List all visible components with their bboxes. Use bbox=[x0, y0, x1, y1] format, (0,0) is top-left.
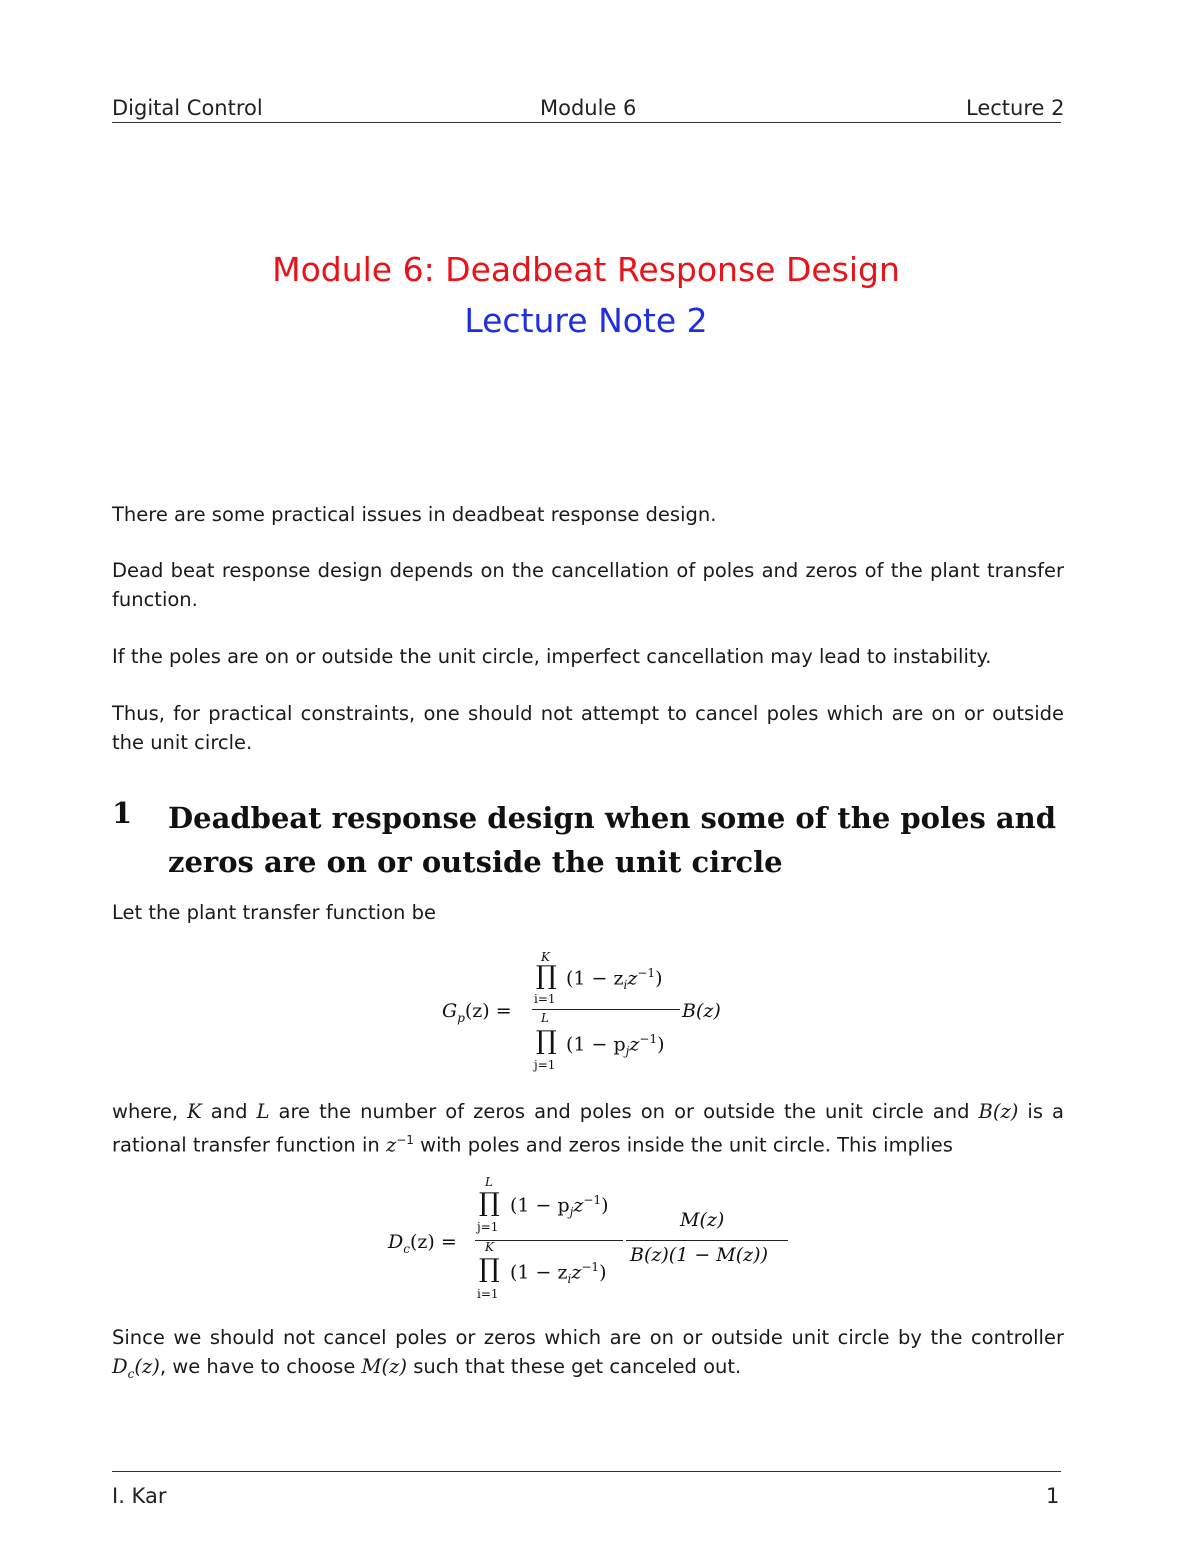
since-c: c bbox=[127, 1366, 135, 1381]
since-D: D bbox=[112, 1355, 128, 1378]
eq1-num-z: z bbox=[627, 967, 638, 990]
where-z-exp: −1 bbox=[396, 1133, 414, 1147]
eq1-num-exp: −1 bbox=[637, 966, 656, 980]
where-z: z bbox=[385, 1133, 397, 1157]
eq1-den-product: ∏ bbox=[536, 1026, 557, 1056]
eq2-fraction2-bar bbox=[626, 1240, 788, 1241]
where-text-2: and bbox=[201, 1100, 257, 1123]
eq2-num-product: ∏ bbox=[479, 1188, 500, 1218]
eq1-num-lower: i=1 bbox=[534, 992, 556, 1006]
eq1-lhs-sub: p bbox=[457, 1010, 465, 1025]
eq2-num-z: z bbox=[573, 1194, 584, 1217]
since-text-1: Since we should not cancel poles or zeros which are on or outside unit circle by the controller bbox=[112, 1326, 1064, 1349]
eq1-num-upper: K bbox=[541, 950, 550, 964]
eq2-fraction-bar bbox=[475, 1240, 623, 1241]
header-course: Digital Control bbox=[112, 96, 263, 120]
where-K: K bbox=[187, 1100, 202, 1123]
eq1-num-factor-sub: i bbox=[623, 978, 628, 993]
eq2-lhs: D bbox=[388, 1231, 404, 1253]
where-paragraph bbox=[112, 1097, 1064, 1160]
eq2-lhs-arg: (z) = bbox=[409, 1231, 457, 1253]
eq1-den-lower: j=1 bbox=[534, 1058, 556, 1072]
paragraph-4: Thus, for practical constraints, one should not attempt to cancel poles which are on or outside the unit circle. bbox=[112, 702, 1064, 754]
eq2-lhs-sub: c bbox=[403, 1241, 410, 1256]
section-title: Deadbeat response design when some of the poles and zeros are on or outside the unit circle bbox=[168, 801, 1057, 879]
where-text-1: where, bbox=[112, 1100, 188, 1123]
header-lecture: Lecture 2 bbox=[966, 96, 1065, 120]
since-M: M(z) bbox=[361, 1355, 407, 1378]
where-text-3: are the number of zeros and poles on or outside the unit circle and bbox=[269, 1100, 979, 1123]
eq1-rhs: B(z) bbox=[682, 1000, 721, 1022]
eq1-den-factor-sub: j bbox=[625, 1044, 630, 1059]
eq1-num-close: ) bbox=[655, 967, 663, 990]
since-Dz: (z) bbox=[134, 1355, 160, 1378]
where-text-4: is a rational transfer function in bbox=[112, 1100, 1064, 1157]
eq2-den-close: ) bbox=[599, 1261, 607, 1284]
paragraph-2: Dead beat response design depends on the cancellation of poles and zeros of the plant transfer function. bbox=[112, 559, 1064, 611]
header-module: Module 6 bbox=[540, 96, 637, 120]
eq2-den-z: z bbox=[571, 1261, 582, 1284]
eq1-fraction-bar bbox=[532, 1009, 680, 1010]
where-text-5: with poles and zeros inside the unit circle. This implies bbox=[413, 1133, 953, 1157]
footer-author: I. Kar bbox=[112, 1484, 167, 1508]
eq2-num-upper: L bbox=[485, 1175, 493, 1189]
eq1-num-product: ∏ bbox=[536, 961, 557, 991]
eq2-den-product: ∏ bbox=[479, 1254, 500, 1284]
where-B: B(z) bbox=[978, 1100, 1019, 1123]
footer-page-number: 1 bbox=[1046, 1484, 1060, 1508]
header-rule bbox=[112, 122, 1061, 123]
eq2-den-factor: (1 − z bbox=[510, 1261, 568, 1284]
eq2-num-lower: j=1 bbox=[477, 1220, 499, 1234]
eq1-den-close: ) bbox=[657, 1033, 665, 1056]
eq2-den-exp: −1 bbox=[581, 1260, 600, 1274]
section-number: 1 bbox=[112, 796, 133, 830]
intro-text: Let the plant transfer function be bbox=[112, 901, 436, 924]
since-paragraph bbox=[112, 1323, 1064, 1389]
eq1-den-z: z bbox=[629, 1033, 640, 1056]
eq1-num-factor: (1 − z bbox=[566, 967, 624, 990]
paragraph-1: There are some practical issues in deadbeat response design. bbox=[112, 503, 717, 526]
eq2-den-upper: K bbox=[485, 1240, 494, 1254]
page-subtitle: Lecture Note 2 bbox=[464, 301, 708, 340]
page-title: Module 6: Deadbeat Response Design bbox=[272, 250, 900, 289]
eq1-den-factor: (1 − p bbox=[566, 1033, 626, 1056]
eq2-den-lower: i=1 bbox=[477, 1287, 499, 1301]
eq2-num-exp: −1 bbox=[583, 1193, 602, 1207]
eq2-frac2-den: B(z)(1 − M(z)) bbox=[630, 1244, 769, 1266]
eq1-lhs: G bbox=[442, 1000, 458, 1022]
eq2-num-close: ) bbox=[601, 1194, 609, 1217]
eq2-num-factor: (1 − p bbox=[510, 1194, 570, 1217]
footer-rule bbox=[112, 1471, 1061, 1472]
eq2-den-factor-sub: i bbox=[567, 1272, 572, 1287]
where-L: L bbox=[256, 1100, 270, 1123]
eq2-num-factor-sub: j bbox=[569, 1205, 574, 1220]
eq1-den-upper: L bbox=[541, 1011, 549, 1025]
eq1-den-exp: −1 bbox=[639, 1032, 658, 1046]
paragraph-3: If the poles are on or outside the unit circle, imperfect cancellation may lead to instability. bbox=[112, 645, 992, 668]
since-text-3: such that these get canceled out. bbox=[407, 1355, 742, 1378]
since-text-2: , we have to choose bbox=[159, 1355, 362, 1378]
eq1-lhs-arg: (z) = bbox=[464, 1000, 512, 1022]
eq2-frac2-num: M(z) bbox=[680, 1209, 725, 1231]
